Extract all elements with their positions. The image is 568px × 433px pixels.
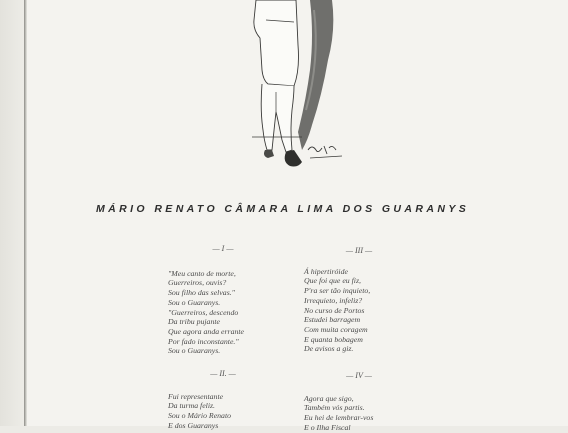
verse-line: E quanta bobagem <box>304 334 363 344</box>
verse-line: P'ra ser tão inquieto, <box>304 286 371 296</box>
verse-line: Sou o Guaranys. <box>168 346 221 356</box>
verse-line: Da tribu pujante <box>168 317 220 327</box>
verse-line: "Meu canto de morte, <box>168 268 236 278</box>
verse-line: Estudei barragem <box>304 315 361 325</box>
verse-line: Fui representante <box>168 391 224 401</box>
left-page <box>0 0 26 426</box>
verse-line: "Guerreiros, descendo <box>168 307 239 317</box>
stanza-heading: — I — <box>212 244 234 253</box>
verse-line: Agora que sigo, <box>304 393 354 403</box>
verse-line: Á hipertiróide <box>304 266 348 276</box>
verse-line: Sou o Guaranys. <box>168 297 221 307</box>
verse-line: Da turma feliz. <box>168 401 215 411</box>
verse-line: Por fado inconstante." <box>168 336 239 346</box>
verse-line: De avisos a giz. <box>304 344 354 354</box>
verse-line: Que foi que eu fiz, <box>304 276 361 286</box>
verse-line: Guerreiros, ouvis? <box>168 278 227 288</box>
stanza-heading: — II. — <box>210 369 236 378</box>
verse-line: Que agora anda errante <box>168 326 245 336</box>
verse-line: E o Ilha Fiscal <box>304 422 351 432</box>
verse-line: Irrequieto, infeliz? <box>304 295 363 305</box>
verse-line: E dos Guaranys <box>168 420 219 430</box>
stanza-ii <box>168 369 278 431</box>
verse-line: Sou filho das selvas." <box>168 288 235 298</box>
verse-line: Sou o Mário Renato <box>168 411 232 421</box>
verse-line: Com muita coragem <box>304 324 368 334</box>
stanza-i <box>168 244 278 356</box>
stanza-heading: — III — <box>345 246 373 255</box>
verse-line: Eu hei de lembrar-vos <box>304 413 374 423</box>
stanza-heading: — IV — <box>346 371 372 380</box>
verse-line: No curso de Portos <box>304 305 365 315</box>
stanza-iii <box>304 246 414 354</box>
caricature-illustration <box>232 0 362 180</box>
stanza-iv <box>304 371 414 433</box>
verse-line: Também vós partis. <box>304 403 365 413</box>
page-title: MÁRIO RENATO CÂMARA LIMA DOS GUARANYS <box>96 203 470 215</box>
